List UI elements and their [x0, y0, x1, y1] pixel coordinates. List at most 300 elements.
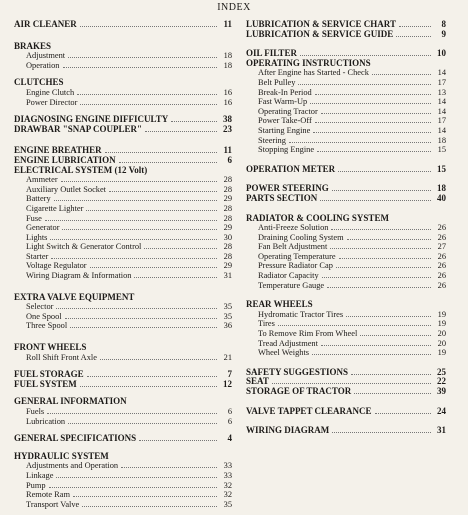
- entry-label: Wheel Weights: [258, 348, 310, 358]
- entry-label: Adjustments and Operation: [26, 461, 119, 471]
- page-number: 31: [437, 425, 446, 436]
- page-number: 26: [437, 223, 446, 233]
- index-entry: [246, 319, 446, 329]
- index-entry: [14, 461, 232, 471]
- entry-label: One Spool: [26, 311, 62, 321]
- index-entry: [14, 321, 232, 331]
- index-entry: [14, 223, 232, 233]
- entry-label: Temperature Gauge: [258, 280, 325, 290]
- entry-label: Light Switch & Generator Control: [26, 242, 142, 252]
- index-entry: [246, 78, 446, 88]
- dot-leader: [105, 146, 217, 153]
- dot-leader: [68, 417, 217, 424]
- index-section: [14, 434, 232, 444]
- index-heading: [14, 397, 232, 407]
- page-number: 15: [437, 163, 446, 174]
- dot-leader: [109, 185, 217, 192]
- dot-leader: [313, 126, 431, 133]
- dot-leader: [90, 261, 217, 268]
- heading-label: GENERAL SPECIFICATIONS: [14, 433, 137, 444]
- page-number: 15: [437, 145, 446, 155]
- heading-label: DIAGNOSING ENGINE DIFFICULTY: [14, 114, 169, 125]
- entry-label: Operation: [26, 60, 60, 70]
- dot-leader: [80, 98, 217, 105]
- page-number: 36: [223, 321, 232, 331]
- dot-leader: [310, 97, 431, 104]
- dot-leader: [399, 20, 431, 27]
- index-entry: [246, 107, 446, 117]
- dot-leader: [45, 214, 217, 221]
- dot-leader: [338, 165, 431, 172]
- page-number: 18: [223, 51, 232, 61]
- heading-label: FUEL STORAGE: [14, 369, 84, 380]
- dot-leader: [65, 312, 217, 319]
- page-number: 11: [223, 145, 232, 156]
- entry-label: Fuels: [26, 407, 45, 416]
- index-section: [14, 20, 232, 30]
- page-number: 9: [441, 28, 446, 39]
- dot-leader: [289, 136, 431, 143]
- dot-leader: [354, 387, 431, 394]
- page-number: 8: [441, 19, 446, 29]
- entry-label: Tread Adjustment: [258, 338, 318, 348]
- page-number: 26: [437, 280, 446, 290]
- entry-label: Transport Valve: [26, 499, 80, 509]
- index-entry: [246, 339, 446, 349]
- index-entry: [246, 116, 446, 126]
- entry-label: Generator: [26, 223, 60, 233]
- page-number: 17: [437, 77, 446, 87]
- index-heading: [246, 194, 446, 204]
- page-number: 20: [437, 329, 446, 339]
- page-number: 14: [437, 106, 446, 116]
- index-section: [14, 452, 232, 510]
- index-heading: [14, 42, 232, 52]
- index-entry: [246, 97, 446, 107]
- page-number: 18: [437, 135, 446, 145]
- page-number: 18: [223, 60, 232, 70]
- dot-leader: [298, 78, 431, 85]
- heading-label: HYDRAULIC SYSTEM: [14, 450, 109, 461]
- heading-label: LUBRICATION & SERVICE GUIDE: [246, 28, 394, 39]
- index-entry: [246, 126, 446, 136]
- heading-label: SAFETY SUGGESTIONS: [246, 366, 348, 377]
- index-entry: [246, 271, 446, 281]
- entry-label: Operating Temperature: [258, 251, 336, 261]
- index-heading: [14, 78, 232, 88]
- dot-leader: [315, 116, 431, 123]
- dot-leader: [171, 115, 217, 122]
- dot-leader: [56, 471, 217, 478]
- index-entry: [246, 68, 446, 78]
- entry-label: Selector: [26, 302, 54, 312]
- heading-label: POWER STEERING: [246, 183, 329, 194]
- page-number: 31: [223, 271, 232, 281]
- page-number: 23: [223, 123, 232, 134]
- entry-label: Anti-Freeze Solution: [258, 223, 329, 233]
- page-number: 26: [437, 251, 446, 261]
- dot-leader: [272, 377, 431, 384]
- heading-label: REAR WHEELS: [246, 299, 313, 310]
- entry-label: Draining Cooling System: [258, 232, 344, 242]
- index-entry: [246, 88, 446, 98]
- page-number: 13: [437, 87, 446, 97]
- entry-label: Starter: [26, 251, 49, 261]
- index-entry: [14, 312, 232, 322]
- entry-label: Power Take-Off: [258, 116, 312, 126]
- index-entry: [14, 175, 232, 185]
- index-entry: [14, 185, 232, 195]
- page-number: 17: [437, 116, 446, 126]
- page-number: 26: [437, 261, 446, 271]
- index-section: [14, 125, 232, 135]
- dot-leader: [372, 68, 431, 75]
- page-number: 19: [437, 309, 446, 319]
- page-number: 25: [437, 366, 446, 377]
- entry-label: Lights: [26, 232, 48, 242]
- page-number: 10: [437, 48, 446, 59]
- page-number: 33: [223, 470, 232, 480]
- index-entry: [14, 204, 232, 214]
- page-number: 20: [437, 338, 446, 348]
- page-number: 35: [223, 311, 232, 321]
- dot-leader: [347, 233, 431, 240]
- heading-label: FUEL SYSTEM: [14, 378, 77, 389]
- page-number: 29: [223, 261, 232, 271]
- index-section: [246, 368, 446, 378]
- page-number: 38: [223, 114, 232, 125]
- heading-label: RADIATOR & COOLING SYSTEM: [246, 212, 389, 223]
- dot-leader: [47, 407, 217, 414]
- entry-label: Three Spool: [26, 321, 68, 331]
- index-entry: [246, 252, 446, 262]
- index-heading: [14, 452, 232, 462]
- dot-leader: [346, 310, 431, 317]
- dot-leader: [134, 271, 217, 278]
- index-section: [14, 78, 232, 107]
- dot-leader: [321, 339, 431, 346]
- heading-label: ENGINE BREATHER: [14, 145, 102, 156]
- page-number: 35: [223, 499, 232, 509]
- heading-label: EXTRA VALVE EQUIPMENT: [14, 291, 135, 302]
- entry-label: Pump: [26, 480, 46, 490]
- dot-leader: [332, 426, 431, 433]
- dot-leader: [312, 348, 431, 355]
- page-number: 6: [227, 416, 232, 426]
- heading-label: ELECTRICAL SYSTEM (12 Volt): [14, 164, 148, 175]
- page-number: 40: [437, 192, 446, 203]
- index-heading: [14, 434, 232, 444]
- index-entry: [14, 233, 232, 243]
- index-entry: [246, 136, 446, 146]
- index-entry: [14, 271, 232, 281]
- page-number: 28: [223, 251, 232, 261]
- heading-label: WIRING DIAGRAM: [246, 425, 330, 436]
- page-number: 27: [437, 242, 446, 252]
- entry-label: Engine Clutch: [26, 87, 75, 97]
- dot-leader: [396, 30, 431, 37]
- index-entry: [246, 261, 446, 271]
- entry-label: Fuse: [26, 213, 42, 223]
- entry-label: Roll Shift Front Axle: [26, 352, 97, 362]
- index-column-left: [14, 20, 232, 515]
- dot-leader: [336, 261, 431, 268]
- entry-label: Starting Engine: [258, 125, 311, 135]
- dot-leader: [86, 204, 217, 211]
- page-number: 30: [223, 232, 232, 242]
- index-entry: [14, 252, 232, 262]
- index-section: [246, 407, 446, 417]
- dot-leader: [317, 145, 431, 152]
- index-heading: [246, 368, 446, 378]
- entry-label: Fan Belt Adjustment: [258, 242, 328, 252]
- index-entry: [246, 281, 446, 291]
- dot-leader: [56, 302, 217, 309]
- dot-leader: [80, 20, 217, 27]
- index-entry: [14, 214, 232, 224]
- dot-leader: [50, 233, 217, 240]
- entry-label: Auxiliary Outlet Socket: [26, 184, 107, 194]
- page-number: 28: [223, 213, 232, 223]
- page-number: 4: [227, 433, 232, 444]
- entry-label: Radiator Capacity: [258, 271, 319, 281]
- index-heading: [246, 407, 446, 417]
- index-section: [14, 380, 232, 390]
- dot-leader: [62, 223, 217, 230]
- entry-label: Lubrication: [26, 416, 66, 426]
- page-number: 14: [437, 68, 446, 78]
- index-heading: [246, 59, 446, 69]
- page-number: 19: [437, 319, 446, 329]
- dot-leader: [51, 252, 217, 259]
- index-heading: [246, 426, 446, 436]
- page-number: 28: [223, 175, 232, 185]
- page-number: 16: [223, 97, 232, 107]
- page-number: 16: [223, 87, 232, 97]
- index-entry: [14, 51, 232, 61]
- entry-label: Break-In Period: [258, 87, 312, 97]
- entry-label: Remote Ram: [26, 490, 70, 500]
- dot-leader: [139, 434, 217, 441]
- dot-leader: [144, 242, 217, 249]
- dot-leader: [278, 319, 431, 326]
- page-number: 7: [227, 369, 232, 380]
- page-number: 28: [223, 242, 232, 252]
- page-number: 22: [437, 376, 446, 387]
- index-heading: [14, 20, 232, 30]
- index-entry: [14, 61, 232, 71]
- dot-leader: [87, 370, 217, 377]
- dot-leader: [73, 490, 217, 497]
- entry-label: Hydromatic Tractor Tires: [258, 309, 344, 319]
- index-entry: [246, 145, 446, 155]
- page-number: 12: [223, 378, 232, 389]
- dot-leader: [300, 49, 431, 56]
- entry-label: Adjustment: [26, 51, 66, 61]
- index-entry: [246, 223, 446, 233]
- entry-label: Pressure Radiator Cap: [258, 261, 333, 271]
- index-section: [246, 194, 446, 204]
- heading-label: ENGINE LUBRICATION: [14, 154, 116, 165]
- index-section: [246, 30, 446, 40]
- index-section: [246, 59, 446, 155]
- page-number: 39: [437, 386, 446, 396]
- dot-leader: [70, 321, 217, 328]
- page-number: 6: [227, 407, 232, 416]
- index-heading: [14, 293, 232, 303]
- dot-leader: [339, 252, 431, 259]
- index-entry: [14, 471, 232, 481]
- index-heading: [246, 300, 446, 310]
- index-section: [246, 426, 446, 436]
- heading-label: CLUTCHES: [14, 77, 64, 88]
- entry-label: Stopping Engine: [258, 145, 315, 155]
- entry-label: Tires: [258, 319, 275, 329]
- page-title: INDEX: [217, 2, 251, 13]
- index-section: [246, 214, 446, 291]
- entry-label: Steering: [258, 135, 286, 145]
- page-number: 14: [437, 125, 446, 135]
- index-entry: [14, 490, 232, 500]
- dot-leader: [321, 107, 431, 114]
- index-heading: [14, 380, 232, 390]
- entry-label: Operating Tractor: [258, 106, 318, 116]
- entry-label: To Remove Rim From Wheel: [258, 329, 358, 339]
- entry-label: Fast Warm-Up: [258, 97, 308, 107]
- dot-leader: [327, 281, 431, 288]
- entry-label: Wiring Diagram & Information: [26, 271, 132, 281]
- page-number: 32: [223, 490, 232, 500]
- index-section: [246, 300, 446, 358]
- heading-label: OPERATING INSTRUCTIONS: [246, 57, 371, 68]
- dot-leader: [68, 51, 217, 58]
- heading-label: STORAGE OF TRACTOR: [246, 386, 352, 396]
- index-entry: [246, 233, 446, 243]
- index-section: [246, 387, 446, 397]
- index-section: [246, 165, 446, 175]
- page-number: 19: [437, 348, 446, 358]
- index-entry: [246, 348, 446, 358]
- dot-leader: [332, 184, 431, 191]
- index-section: [14, 166, 232, 281]
- index-entry: [14, 302, 232, 312]
- dot-leader: [49, 481, 217, 488]
- dot-leader: [320, 194, 431, 201]
- index-section: [14, 42, 232, 71]
- index-heading: [246, 30, 446, 40]
- index-entry: [14, 88, 232, 98]
- index-heading: [14, 343, 232, 353]
- entry-label: Belt Pulley: [258, 77, 296, 87]
- index-entry: [14, 261, 232, 271]
- index-section: [14, 397, 232, 426]
- dot-leader: [322, 271, 431, 278]
- heading-label: VALVE TAPPET CLEARANCE: [246, 405, 372, 416]
- page-number: 18: [437, 183, 446, 194]
- entry-label: Battery: [26, 194, 51, 204]
- page-number: 28: [223, 203, 232, 213]
- heading-label: AIR CLEANER: [14, 19, 77, 29]
- index-heading: [246, 165, 446, 175]
- entry-label: Linkage: [26, 470, 54, 480]
- page-number: 6: [227, 154, 232, 165]
- dot-leader: [77, 88, 217, 95]
- dot-leader: [82, 500, 217, 507]
- dot-leader: [100, 353, 217, 360]
- entry-label: Ammeter: [26, 175, 58, 185]
- heading-label: FRONT WHEELS: [14, 342, 87, 353]
- index-entry: [14, 481, 232, 491]
- dot-leader: [121, 461, 217, 468]
- page-number: 28: [223, 184, 232, 194]
- heading-label: BRAKES: [14, 40, 52, 51]
- dot-leader: [54, 194, 217, 201]
- dot-leader: [330, 242, 431, 249]
- dot-leader: [331, 223, 431, 230]
- heading-label: OPERATION METER: [246, 163, 336, 174]
- entry-label: Voltage Regulator: [26, 261, 87, 271]
- page-number: 35: [223, 302, 232, 312]
- dot-leader: [119, 156, 217, 163]
- dot-leader: [315, 88, 431, 95]
- index-entry: [246, 329, 446, 339]
- dot-leader: [375, 407, 431, 414]
- page-number: 29: [223, 223, 232, 233]
- page-number: 32: [223, 480, 232, 490]
- index-heading: [14, 166, 232, 176]
- heading-label: OIL FILTER: [246, 48, 297, 59]
- index-section: [14, 343, 232, 362]
- heading-label: SEAT: [246, 376, 269, 387]
- dot-leader: [145, 125, 217, 132]
- page-number: 33: [223, 461, 232, 471]
- index-heading: [14, 125, 232, 135]
- index-entry: [246, 242, 446, 252]
- heading-label: GENERAL INFORMATION: [14, 396, 127, 407]
- index-entry: [14, 500, 232, 510]
- index-entry: [14, 242, 232, 252]
- heading-label: LUBRICATION & SERVICE CHART: [246, 19, 396, 29]
- page-number: 29: [223, 194, 232, 204]
- page-number: 26: [437, 232, 446, 242]
- page-number: 21: [223, 352, 232, 362]
- index-heading: [246, 214, 446, 224]
- page-number: 11: [223, 19, 232, 29]
- heading-label: DRAWBAR "SNAP COUPLER": [14, 123, 143, 134]
- entry-label: After Engine has Started - Check: [258, 68, 369, 78]
- page-number: 14: [437, 97, 446, 107]
- heading-label: PARTS SECTION: [246, 192, 318, 203]
- index-entry: [14, 407, 232, 417]
- page-number: 26: [437, 271, 446, 281]
- index-column-right: [246, 20, 446, 436]
- index-entry: [14, 194, 232, 204]
- entry-label: Cigarette Lighter: [26, 203, 84, 213]
- dot-leader: [360, 329, 431, 336]
- dot-leader: [351, 368, 431, 375]
- index-heading: [246, 387, 446, 397]
- index-section: [14, 293, 232, 331]
- dot-leader: [80, 380, 217, 387]
- index-entry: [246, 310, 446, 320]
- index-entry: [14, 98, 232, 108]
- dot-leader: [63, 61, 218, 68]
- index-entry: [14, 417, 232, 427]
- page-number: 24: [437, 405, 446, 416]
- index-entry: [14, 353, 232, 363]
- entry-label: Power Director: [26, 97, 78, 107]
- dot-leader: [61, 175, 217, 182]
